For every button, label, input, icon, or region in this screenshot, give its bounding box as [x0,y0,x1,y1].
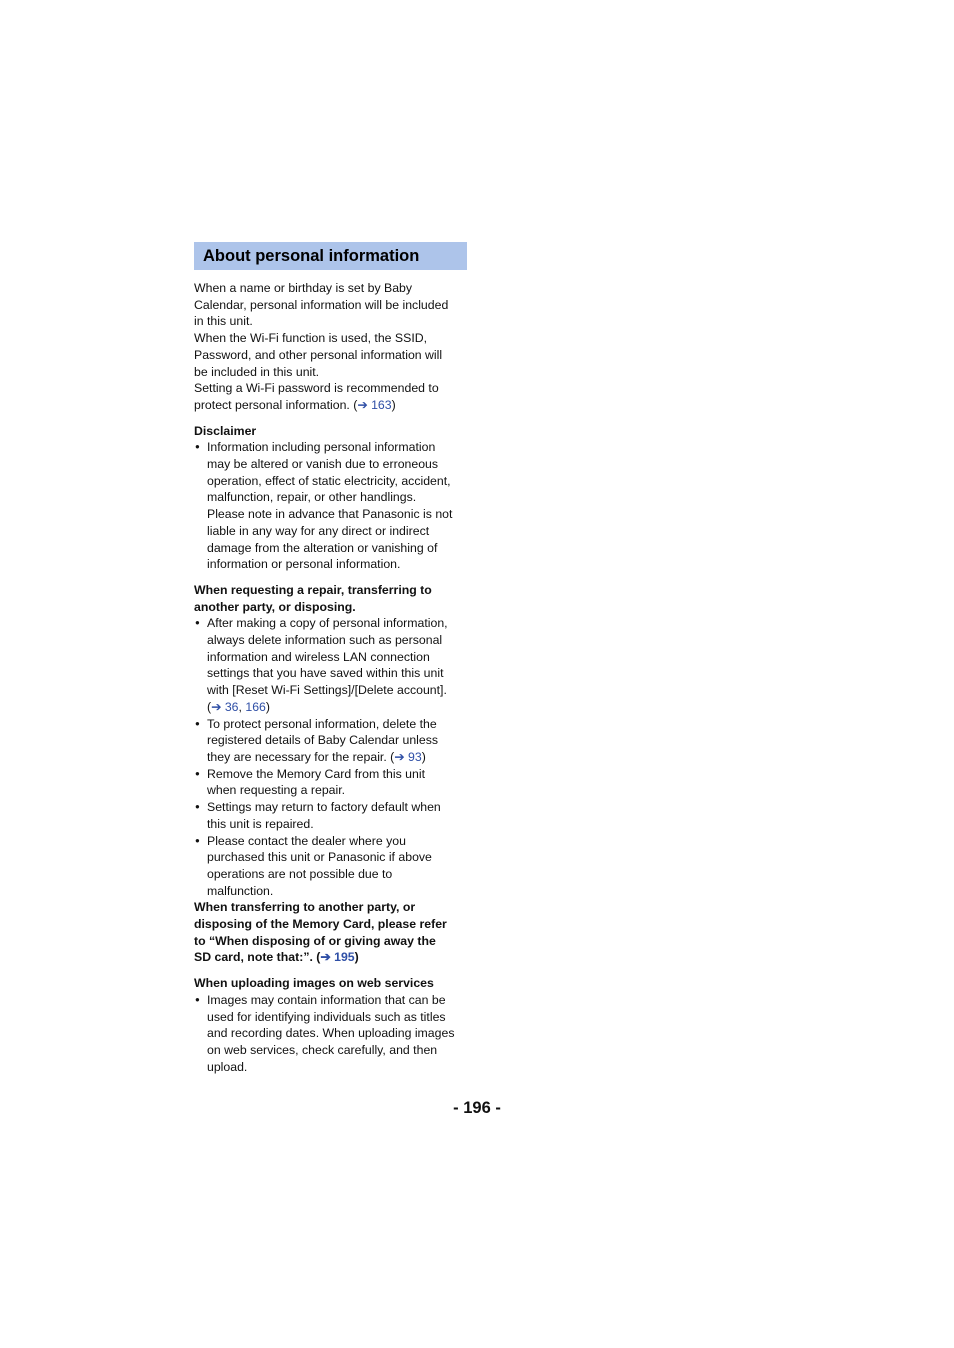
paren-close: ) [391,397,396,412]
paren-close: ) [421,749,426,764]
paren-open: ( [207,699,212,714]
disclaimer-list [194,439,470,573]
upload-section [194,975,470,1075]
list-item-line: and recording dates. When uploading images [207,1026,455,1041]
page-ref-link-195[interactable]: ➔ 195 [320,950,355,965]
list-item-line: on web services, check carefully, and then [207,1042,438,1057]
list-item [194,992,470,1076]
intro-line [194,397,470,414]
list-item-line: settings that you have saved within this unit [207,666,444,681]
list-item-line: registered details of Baby Calendar unless [207,733,439,748]
page-number: - 196 - [453,1099,501,1117]
note-line [194,949,470,966]
intro-line: in this unit. [194,314,253,329]
list-item [194,615,470,715]
list-item-line: with [Reset Wi-Fi Settings]/[Delete account]. [207,683,447,698]
list-item-line: ● Information including personal information [207,440,436,455]
list-item-line: used for identifying individuals such as titles [207,1009,446,1024]
section-heading: About personal information [194,242,467,270]
intro-line: When a name or birthday is set by Baby [194,281,413,295]
repair-section [194,582,470,966]
list-item-line: Please note in advance that Panasonic is not [207,507,453,522]
list-item-line: when requesting a repair. [207,783,346,798]
intro-line: Setting a Wi-Fi password is recommended to [194,381,439,396]
list-item-line: malfunction. [207,883,274,898]
list-item-line: this unit is repaired. [207,816,314,831]
intro-line: Calendar, personal information will be included [194,297,449,312]
list-item-line: ● To protect personal information, delete the [207,716,437,731]
list-item [194,439,470,573]
intro-line: When the Wi-Fi function is used, the SSID, [194,331,428,346]
intro-line: Password, and other personal information will [194,347,443,362]
upload-title: When uploading images on web services [194,976,434,991]
note-line: to “When disposing of or giving away the [194,933,436,948]
list-item-line: operations are not possible due to [207,866,393,881]
list-item [194,766,470,799]
memory-card-note [194,899,470,966]
list-item-text: they are necessary for the repair. ( [207,749,395,764]
upload-list [194,992,470,1076]
list-item [194,716,470,766]
list-item-line: information or personal information. [207,557,401,572]
list-item-line [207,749,470,766]
intro-paragraph [194,280,470,414]
intro-line: be included in this unit. [194,364,320,379]
list-item-line: upload. [207,1059,248,1074]
note-line: disposing of the Memory Card, please refer [194,917,447,932]
repair-title-line: When requesting a repair, transferring to [194,582,432,597]
list-item [194,833,470,900]
list-item-line [207,699,470,716]
paren-close: ) [354,950,359,965]
list-item-line: ● Settings may return to factory default when [207,800,441,815]
list-item-line: damage from the alteration or vanishing of [207,540,438,555]
page-ref-link-36[interactable]: ➔ 36 [211,699,239,714]
disclaimer-title: Disclaimer [194,423,257,438]
list-item-line: ● Remove the Memory Card from this unit [207,766,425,781]
list-item-line: always delete information such as personal [207,633,443,648]
repair-title-line: another party, or disposing. [194,599,356,614]
list-item-line: ● After making a copy of personal information, [207,616,448,631]
list-item-line: operation, effect of static electricity, accident, [207,473,451,488]
list-item [194,799,470,832]
disclaimer-section [194,423,470,573]
content-column [194,242,470,1075]
list-item-line: ● Please contact the dealer where you [207,833,406,848]
list-item-line: malfunction, repair, or other handlings. [207,490,417,505]
list-item-line: information and wireless LAN connection [207,649,430,664]
list-item-line: may be altered or vanish due to erroneous [207,457,439,472]
intro-text: protect personal information. ( [194,397,358,412]
note-line: When transferring to another party, or [194,900,416,915]
page-ref-link-93[interactable]: ➔ 93 [394,749,422,764]
repair-list [194,615,470,899]
paren-close: ) [265,699,270,714]
separator: , [238,699,246,714]
list-item-line: ● Images may contain information that can be [207,992,446,1007]
list-item-line: purchased this unit or Panasonic if above [207,850,432,865]
list-item-line: liable in any way for any direct or indirect [207,523,430,538]
note-text: SD card, note that:”. ( [194,950,321,965]
page-ref-link-163[interactable]: ➔ 163 [357,397,392,412]
page-ref-link-166[interactable]: 166 [245,699,266,714]
repair-title [194,582,470,615]
